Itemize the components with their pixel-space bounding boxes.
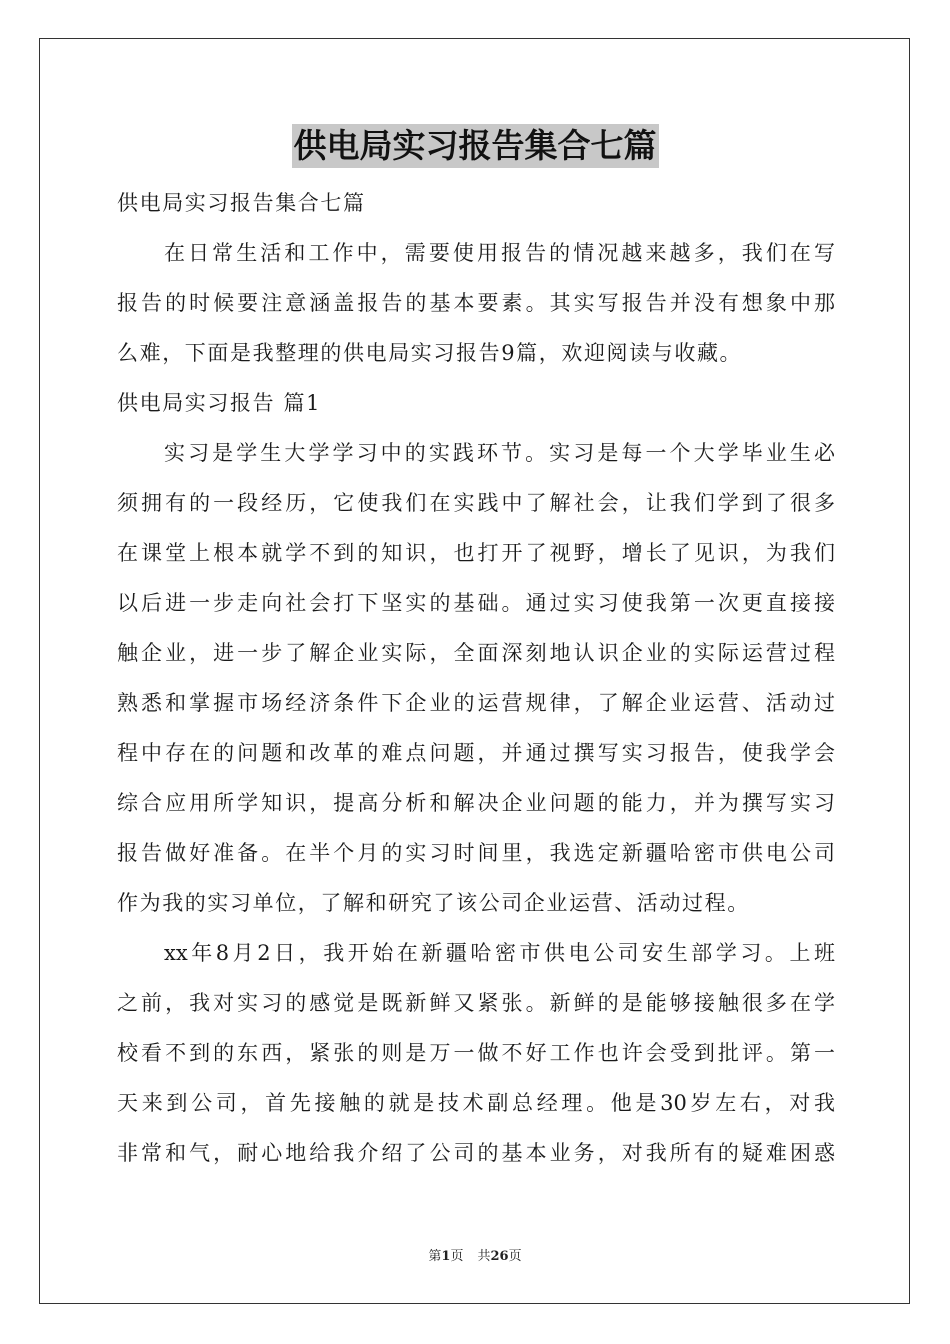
page-suffix: 页: [450, 1249, 464, 1264]
page-footer: [0, 1245, 950, 1264]
text-line: 校看不到的东西，紧张的则是万一做不好工作也许会受到批评。第一: [117, 1041, 835, 1065]
total-suffix: 页: [508, 1249, 522, 1264]
text-line: 报告的时候要注意涵盖报告的基本要素。其实写报告并没有想象中那: [117, 291, 835, 315]
text-line: 程中存在的问题和改革的难点问题，并通过撰写实习报告，使我学会: [117, 741, 835, 765]
text-line: 实习是学生大学学习中的实践环节。实习是每一个大学毕业生必: [164, 441, 835, 465]
text-line: 供电局实习报告集合七篇: [117, 191, 366, 215]
text-line: 在日常生活和工作中，需要使用报告的情况越来越多，我们在写: [164, 241, 835, 265]
text-line: 综合应用所学知识，提高分析和解决企业问题的能力，并为撰写实习: [117, 791, 835, 815]
text-line: 天来到公司，首先接触的就是技术副总经理。他是30岁左右，对我: [117, 1091, 835, 1115]
text-line: 以后进一步走向社会打下坚实的基础。通过实习使我第一次更直接接: [117, 591, 835, 615]
text-line: 么难，下面是我整理的供电局实习报告9篇，欢迎阅读与收藏。: [117, 341, 743, 365]
document-title: 供电局实习报告集合七篇: [292, 124, 659, 168]
document-body: [117, 178, 835, 1178]
text-line: 触企业，进一步了解企业实际，全面深刻地认识企业的实际运营过程: [117, 641, 835, 665]
page-number: 1: [441, 1249, 451, 1264]
text-line: 报告做好准备。在半个月的实习时间里，我选定新疆哈密市供电公司: [117, 841, 835, 865]
text-line: 须拥有的一段经历，它使我们在实践中了解社会，让我们学到了很多: [117, 491, 835, 515]
total-prefix: 共: [477, 1249, 491, 1264]
text-line: 非常和气，耐心地给我介绍了公司的基本业务，对我所有的疑难困惑: [117, 1141, 835, 1165]
text-line: 之前，我对实习的感觉是既新鲜又紧张。新鲜的是能够接触很多在学: [117, 991, 835, 1015]
title-container: [0, 124, 950, 168]
page-prefix: 第: [428, 1249, 442, 1264]
text-line: 在课堂上根本就学不到的知识，也打开了视野，增长了见识，为我们: [117, 541, 835, 565]
text-line: xx年8月2日，我开始在新疆哈密市供电公司安生部学习。上班: [164, 941, 835, 965]
text-line: 作为我的实习单位，了解和研究了该公司企业运营、活动过程。: [117, 891, 750, 915]
text-line: 供电局实习报告 篇1: [117, 391, 322, 415]
text-line: 熟悉和掌握市场经济条件下企业的运营规律，了解企业运营、活动过: [117, 691, 835, 715]
total-pages: 26: [490, 1249, 509, 1264]
